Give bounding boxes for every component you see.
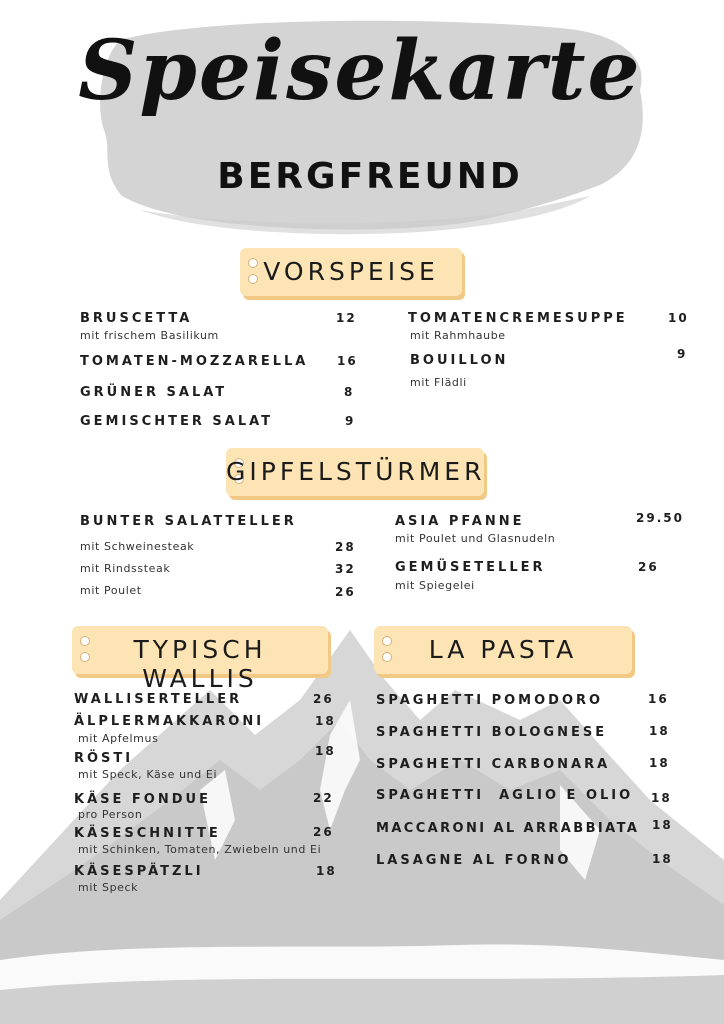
item-name: SPAGHETTI AGLIO E OLIO: [376, 788, 634, 803]
item-desc: mit Spiegelei: [395, 579, 475, 592]
item-price: 18: [649, 724, 670, 738]
item-price: 18: [315, 714, 336, 728]
ground-shade: [0, 975, 724, 1024]
item-price: 8: [344, 385, 355, 399]
item-name: ÄLPLERMAKKARONI: [74, 714, 265, 729]
item-name: SPAGHETTI BOLOGNESE: [376, 725, 608, 740]
item-name: KÄSESPÄTZLI: [74, 864, 204, 879]
item-price: 18: [315, 744, 336, 758]
item-desc: mit Flädli: [410, 376, 467, 389]
item-price: 18: [649, 756, 670, 770]
item-name: BUNTER SALATTELLER: [80, 514, 297, 529]
item-price: 12: [336, 311, 357, 325]
item-desc: mit Rahmhaube: [410, 329, 506, 342]
item-name: GRÜNER SALAT: [80, 385, 228, 400]
banner-typisch-wallis: [72, 626, 328, 693]
item-desc: mit Poulet und Glasnudeln: [395, 532, 556, 545]
item-price: 16: [337, 354, 358, 368]
item-price: 10: [668, 311, 689, 325]
item-name: MACCARONI AL ARRABBIATA: [376, 821, 640, 836]
banner-gipfelstuermer: [226, 448, 484, 496]
section-title-wallis: TYPISCH WALLIS: [133, 635, 267, 693]
item-name: ASIA PFANNE: [395, 514, 525, 529]
item-price: 16: [648, 692, 669, 706]
item-price: 26: [335, 585, 356, 599]
item-desc: pro Person: [78, 808, 143, 821]
item-name: RÖSTI: [74, 751, 134, 766]
item-name: GEMÜSETELLER: [395, 560, 546, 575]
item-name: WALLISERTELLER: [74, 692, 243, 707]
item-desc: mit Schweinesteak: [80, 540, 195, 553]
page-subtitle: BERGFREUND: [217, 156, 523, 197]
item-desc: mit Speck, Käse und Ei: [78, 768, 218, 781]
item-name: BOUILLON: [410, 353, 509, 368]
item-price: 9: [345, 414, 356, 428]
item-price: 26: [313, 692, 334, 706]
item-name: GEMISCHTER SALAT: [80, 414, 274, 429]
item-name: TOMATEN-MOZZARELLA: [80, 354, 309, 369]
item-price: 22: [313, 791, 334, 805]
item-price: 18: [316, 864, 337, 878]
banner-la-pasta: [374, 626, 632, 674]
item-name: KÄSE FONDUE: [74, 792, 211, 807]
item-desc: mit frischem Basilikum: [80, 329, 219, 342]
item-name: SPAGHETTI POMODORO: [376, 693, 604, 708]
section-title-pasta: LA PASTA: [428, 635, 578, 664]
item-desc: mit Speck: [78, 881, 139, 894]
item-price: 26: [313, 825, 334, 839]
item-price: 9: [677, 347, 688, 361]
item-name: SPAGHETTI CARBONARA: [376, 757, 611, 772]
banner-vorspeise: [240, 248, 462, 296]
item-name: TOMATENCREMESUPPE: [408, 311, 628, 326]
item-name: KÄSESCHNITTE: [74, 826, 221, 841]
section-title-gipfelstuermer: GIPFELSTÜRMER: [226, 457, 486, 486]
item-price: 28: [335, 540, 356, 554]
item-price: 18: [652, 852, 673, 866]
item-name: BRUSCETTA: [80, 311, 193, 326]
item-desc: mit Poulet: [80, 584, 142, 597]
section-title-vorspeise: VORSPEISE: [263, 257, 439, 286]
item-price: 29.50: [636, 511, 684, 525]
item-price: 18: [651, 791, 672, 805]
item-desc: mit Schinken, Tomaten, Zwiebeln und Ei: [78, 843, 322, 856]
item-price: 18: [652, 818, 673, 832]
item-price: 26: [638, 560, 659, 574]
item-price: 32: [335, 562, 356, 576]
page-title: Speisekarte: [78, 23, 642, 119]
item-desc: mit Rindssteak: [80, 562, 171, 575]
item-desc: mit Apfelmus: [78, 732, 159, 745]
item-name: LASAGNE AL FORNO: [376, 853, 572, 868]
